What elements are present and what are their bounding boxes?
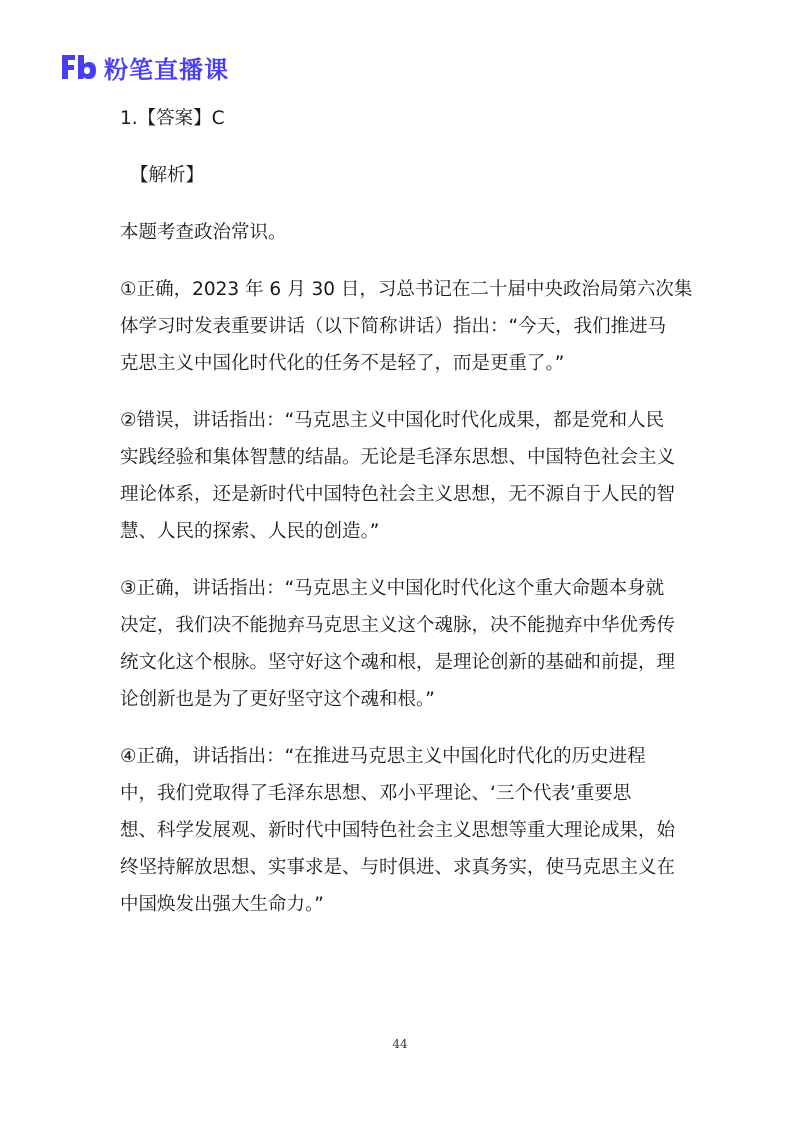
- paragraph-line: 中国焕发出强大生命力。”: [120, 894, 324, 915]
- paragraph-item-3: [120, 570, 680, 718]
- paragraph-line: ③正确，讲话指出：“马克思主义中国化时代化这个重大命题本身就: [120, 578, 665, 599]
- paragraph-line: 克思主义中国化时代化的任务不是轻了，而是更重了。”: [120, 353, 565, 374]
- paragraph-line: 统文化这个根脉。坚守好这个魂和根，是理论创新的基础和前提，理: [120, 652, 676, 673]
- paragraph-line: 体学习时发表重要讲话（以下简称讲话）指出：“今天，我们推进马: [120, 316, 667, 337]
- paragraph-intro: [120, 214, 680, 251]
- page-number: 44: [392, 1037, 408, 1051]
- analysis-heading: 【解析】: [130, 165, 205, 186]
- document-body: [120, 100, 693, 923]
- paragraph-line: ①正确，2023 年 6 月 30 日，习总书记在二十届中央政治局第六次集: [120, 279, 693, 300]
- paragraph-line: 慧、人民的探索、人民的创造。”: [120, 521, 380, 542]
- brand-name: 粉笔直播课: [104, 55, 229, 84]
- paragraph-item-2: [120, 402, 680, 550]
- paragraph-line: 本题考查政治常识。: [120, 222, 287, 243]
- paragraph-line: 想、科学发展观、新时代中国特色社会主义思想等重大理论成果，始: [120, 820, 676, 841]
- paragraph-line: 论创新也是为了更好坚守这个魂和根。”: [120, 689, 435, 710]
- paragraph-line: 理论体系，还是新时代中国特色社会主义思想，无不源自于人民的智: [120, 484, 676, 505]
- paragraph-line: 终坚持解放思想、实事求是、与时俱进、求真务实，使马克思主义在: [120, 857, 676, 878]
- paragraph-line: 决定，我们决不能抛弃马克思主义这个魂脉，决不能抛弃中华优秀传: [120, 615, 676, 636]
- paragraph-line: 中，我们党取得了毛泽东思想、邓小平理论、‘三个代表’重要思: [120, 783, 632, 804]
- paragraph-line: ④正确，讲话指出：“在推进马克思主义中国化时代化的历史进程: [120, 746, 646, 767]
- paragraph-item-4: [120, 738, 680, 923]
- fb-logo-icon: [58, 51, 98, 83]
- paragraph-line: ②错误，讲话指出：“马克思主义中国化时代化成果，都是党和人民: [120, 410, 665, 431]
- answer-line: 1.【答案】C: [120, 108, 225, 129]
- paragraph-item-1: [120, 271, 693, 382]
- brand-logo: [58, 50, 229, 84]
- paragraph-line: 实践经验和集体智慧的结晶。无论是毛泽东思想、中国特色社会主义: [120, 447, 676, 468]
